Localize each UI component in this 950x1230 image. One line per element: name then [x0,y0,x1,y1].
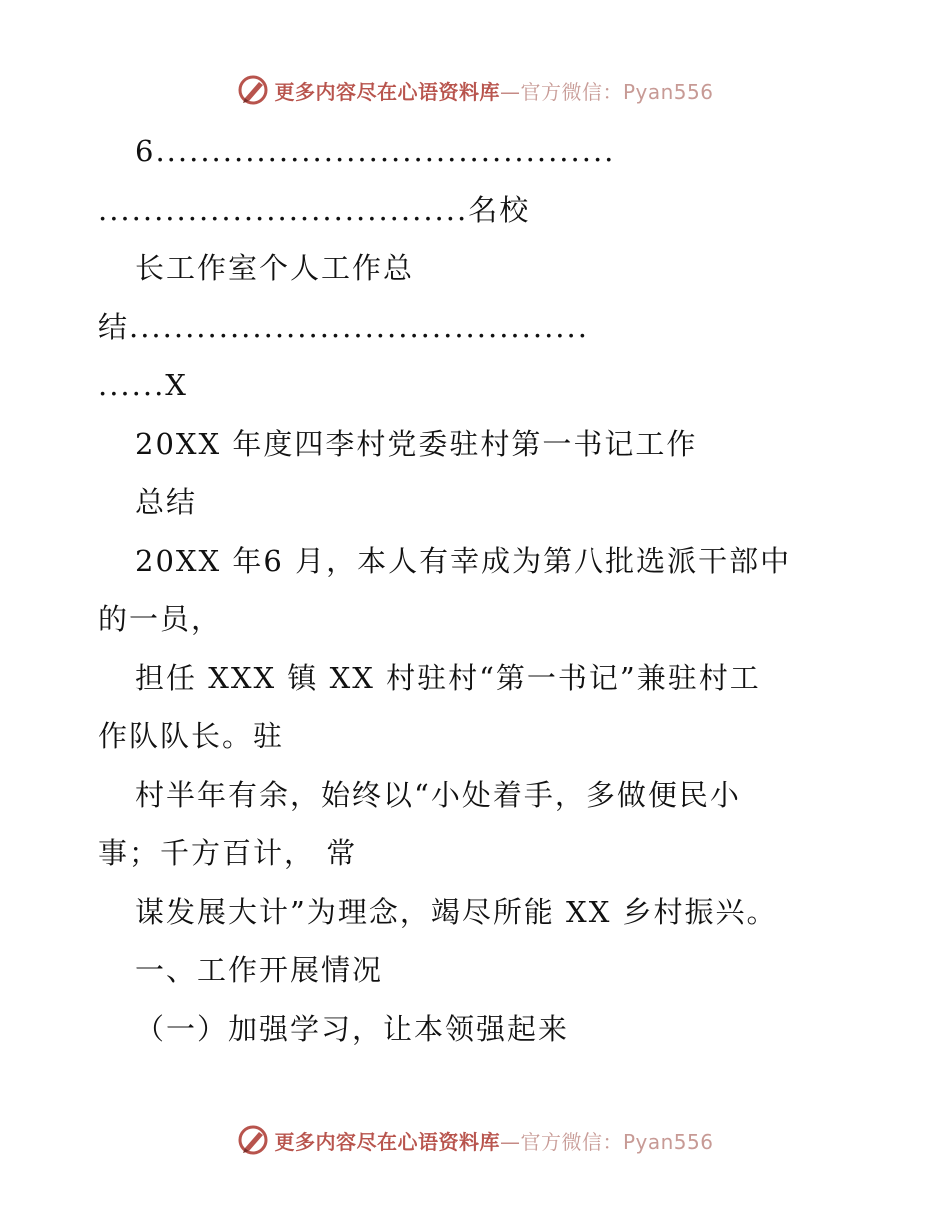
footer-brand-text: 更多内容尽在心语资料库 [274,1129,500,1154]
footer-separator: — [499,1129,521,1154]
subsection-heading: （一）加强学习，让本领强起来 [135,1011,570,1046]
header-contact-text: 官方微信：Pyan556 [520,79,714,104]
footer-banner-text [274,1126,713,1155]
header-banner-text [274,76,713,105]
body-line: 20XX 年6 月，本人有幸成为第八批选派干部中 [135,543,792,578]
body-line: 6......................................... [135,134,616,168]
document-heading: 总结 [135,485,198,519]
header-banner [0,70,950,110]
body-line: 作队队长。驻 [98,719,285,753]
footer-banner [0,1120,950,1160]
body-line: 谋发展大计”为理念，竭尽所能 XX 乡村振兴。 [135,894,778,929]
body-line: ......X [98,368,188,402]
document-body [98,122,843,1058]
pen-in-circle-icon [236,1123,270,1157]
body-line: 事；千方百计， 常 [98,836,358,870]
body-line: 长工作室个人工作总 [135,251,415,285]
footer-contact-text: 官方微信：Pyan556 [520,1129,714,1154]
body-line: 结......................................... [98,309,589,344]
pen-in-circle-icon [236,73,270,107]
header-brand-text: 更多内容尽在心语资料库 [274,79,500,104]
body-line: 担任 XXX 镇 XX 村驻村“第一书记”兼驻村工 [135,660,761,695]
section-heading: 一、工作开展情况 [135,953,384,987]
header-separator: — [499,79,521,104]
document-heading: 20XX 年度四李村党委驻村第一书记工作 [135,426,698,461]
body-line: 的一员， [98,602,223,636]
body-line: 村半年有余，始终以“小处着手，多做便民小 [135,777,741,812]
body-line: .................................名校 [98,192,531,227]
